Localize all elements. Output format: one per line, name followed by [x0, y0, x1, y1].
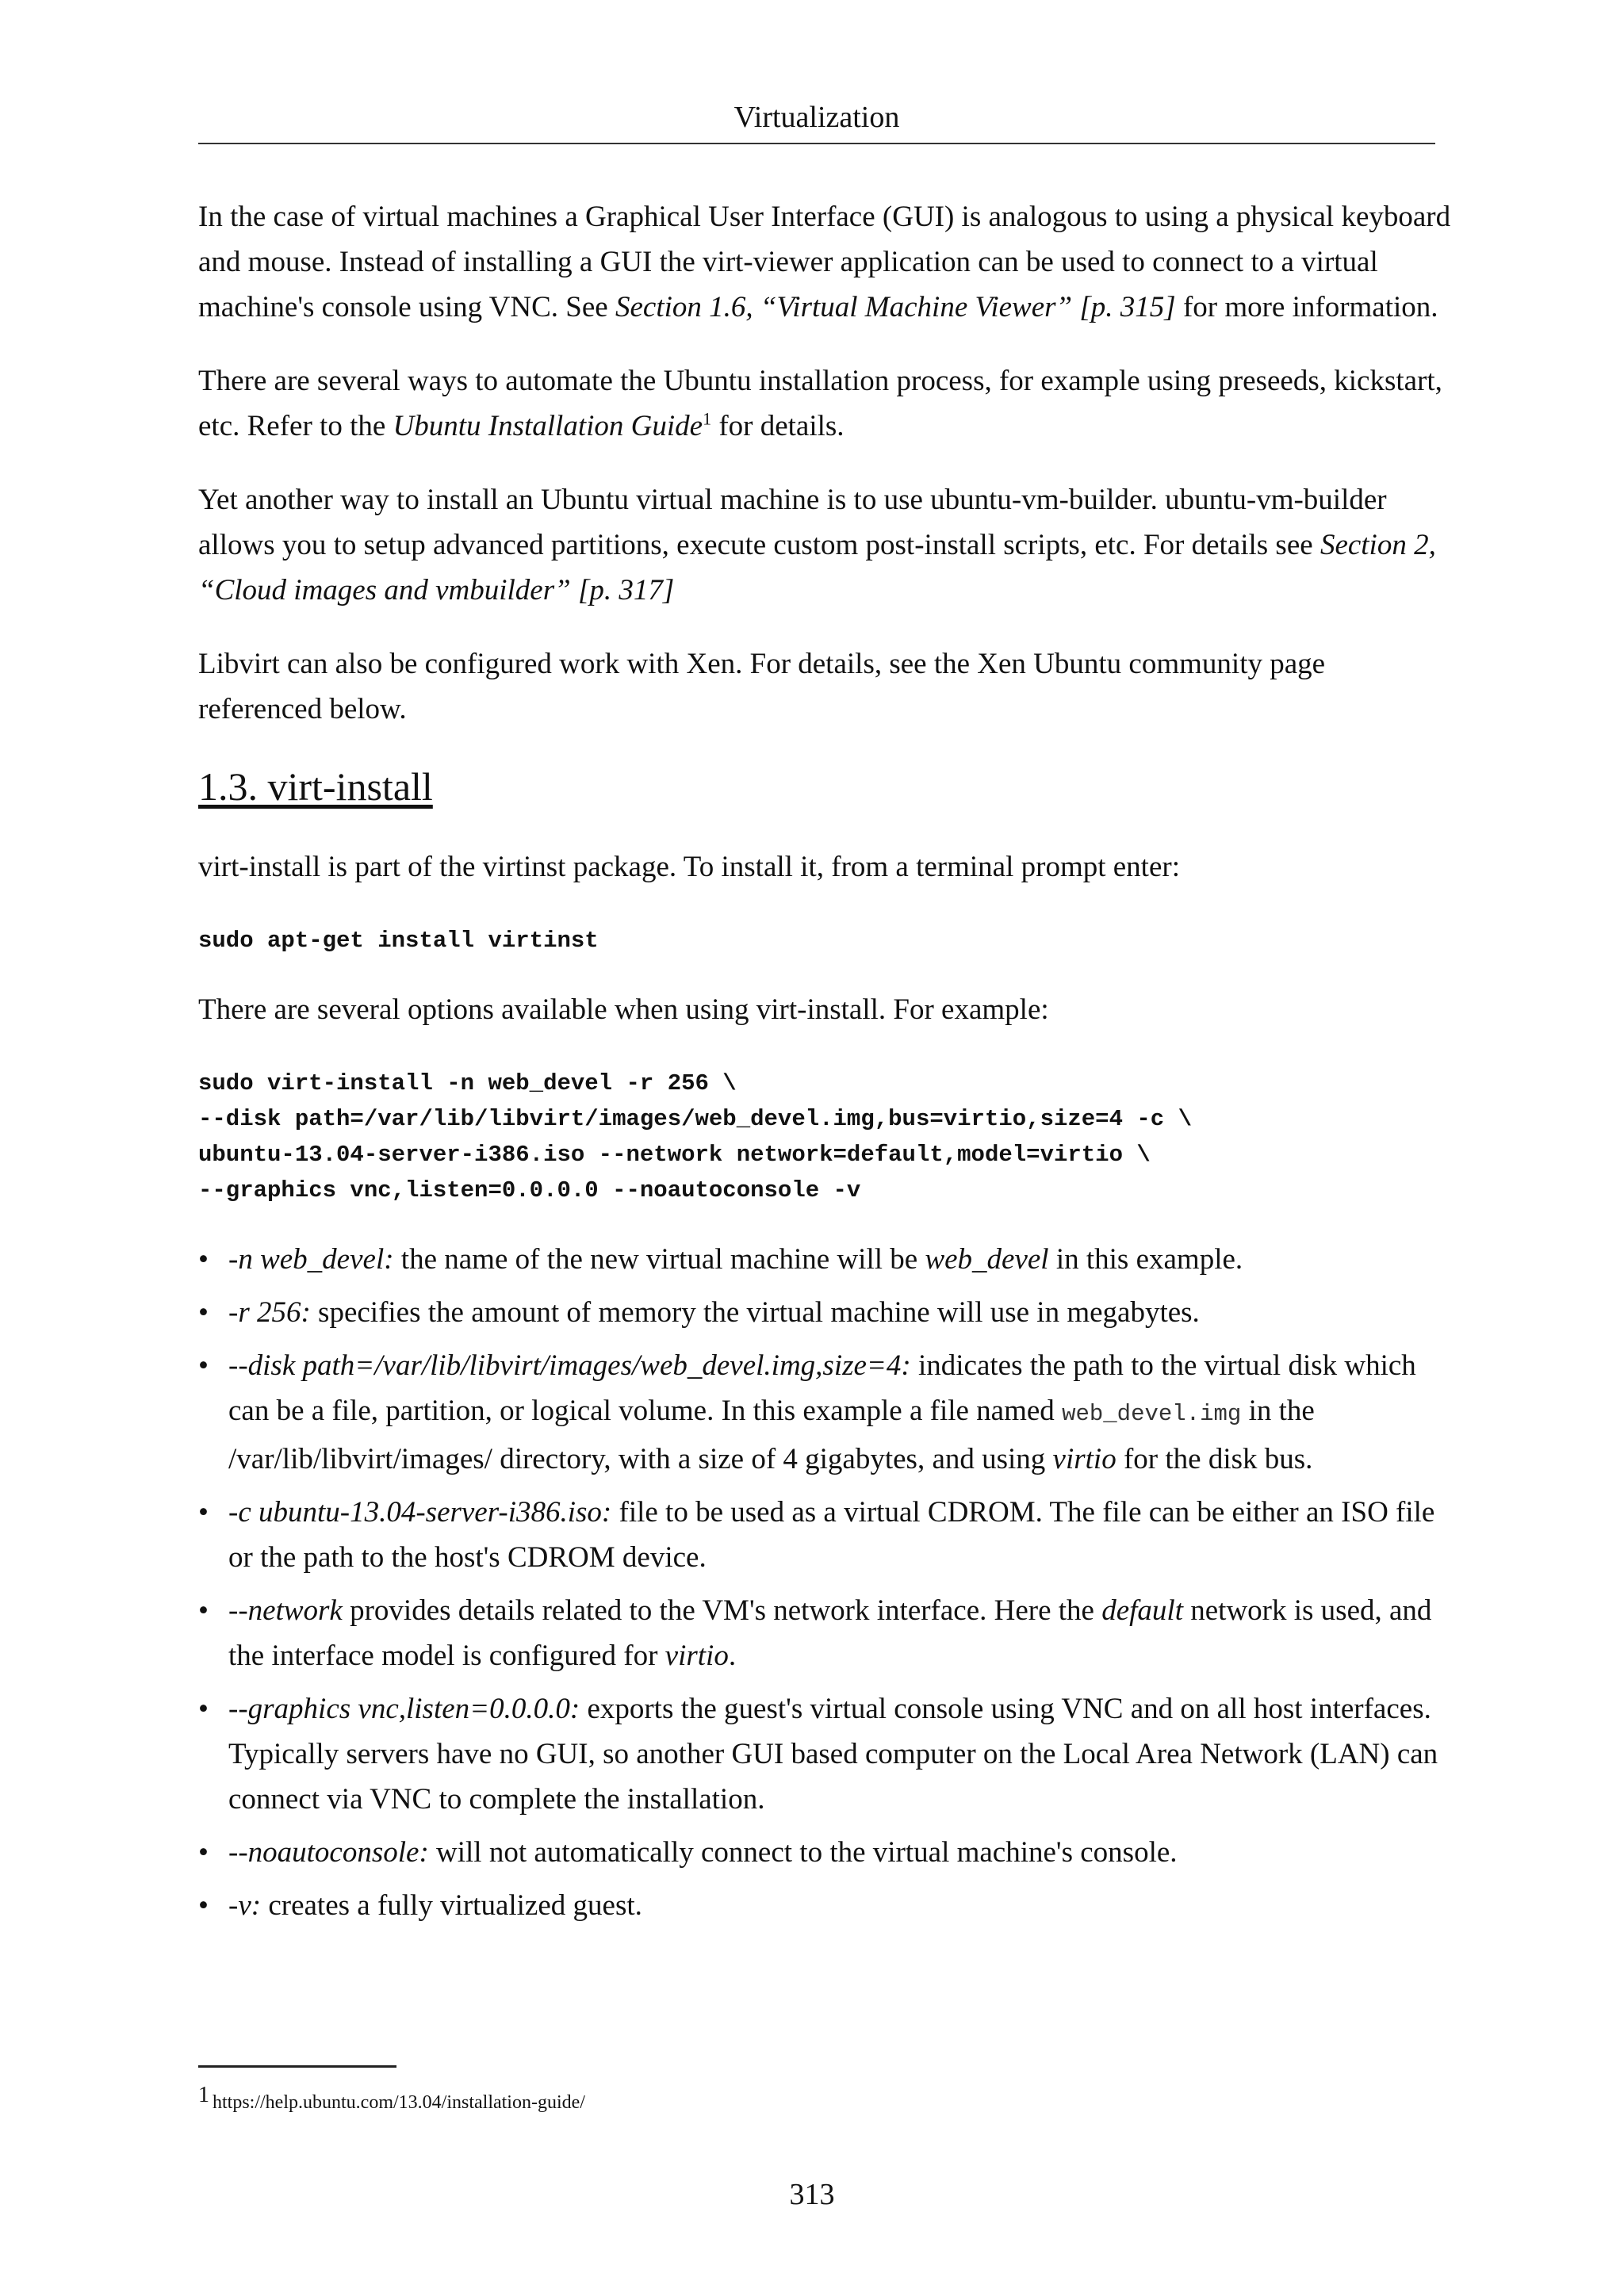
- option-emphasis: web_devel: [925, 1243, 1049, 1276]
- option-text: the name of the new virtual machine will be: [393, 1243, 925, 1276]
- cross-reference-link[interactable]: Section 1.6, “Virtual Machine Viewer” [p. 315]: [615, 291, 1176, 323]
- option-name: --disk path=/var/lib/libvirt/images/web_devel.img,size=4:: [228, 1349, 911, 1382]
- option-name: -r 256:: [228, 1296, 311, 1329]
- paragraph-xen: Libvirt can also be configured work with Xen. For details, see the Xen Ubuntu community page referenced below.: [198, 648, 1326, 725]
- footnote-rule: [198, 2065, 396, 2068]
- list-item: [198, 1490, 1451, 1580]
- bullet-icon: •: [198, 1349, 209, 1382]
- inline-code: web_devel.img: [1062, 1401, 1242, 1427]
- option-text: file to be used as a virtual CDROM. The file can be either an ISO file or the path to the host's CDROM device.: [228, 1496, 1435, 1574]
- bullet-icon: •: [198, 1693, 209, 1725]
- section-intro: virt-install is part of the virtinst package. To install it, from a terminal prompt enter:: [198, 851, 1180, 883]
- option-emphasis: virtio: [665, 1640, 729, 1672]
- option-name: -c ubuntu-13.04-server-i386.iso:: [228, 1496, 612, 1529]
- bullet-icon: •: [198, 1594, 209, 1627]
- option-text: in this example.: [1048, 1243, 1243, 1276]
- list-item: [198, 1686, 1451, 1822]
- bullet-icon: •: [198, 1889, 209, 1922]
- option-text: creates a fully virtualized guest.: [261, 1889, 642, 1922]
- footnote-reference[interactable]: 1: [703, 408, 712, 429]
- option-emphasis: default: [1101, 1594, 1183, 1627]
- option-text: network is used, and the interface model is configured for: [228, 1594, 1432, 1672]
- option-emphasis: virtio: [1052, 1443, 1116, 1475]
- footnote-url[interactable]: https://help.ubuntu.com/13.04/installation-guide/: [213, 2092, 585, 2113]
- options-intro: There are several options available when using virt-install. For example:: [198, 993, 1049, 1026]
- option-text: will not automatically connect to the virtual machine's console.: [428, 1836, 1178, 1869]
- option-text: .: [728, 1640, 737, 1672]
- option-name: --graphics vnc,listen=0.0.0.0:: [228, 1693, 580, 1725]
- paragraph-text: for more information.: [1175, 291, 1438, 323]
- option-name: --noautoconsole:: [228, 1836, 429, 1869]
- page-number: 313: [789, 2178, 835, 2211]
- section-heading: 1.3. virt-install: [198, 764, 433, 809]
- cross-reference-link[interactable]: Section 2, “Cloud images and vmbuilder” [p. 317]: [198, 529, 1436, 607]
- bullet-icon: •: [198, 1296, 209, 1329]
- list-item: [198, 1237, 1451, 1282]
- option-name: -n web_devel:: [228, 1243, 394, 1276]
- running-header: Virtualization: [733, 101, 900, 134]
- bullet-icon: •: [198, 1243, 209, 1276]
- page-content: [198, 194, 1451, 1936]
- paragraph-gui: [198, 194, 1451, 330]
- footnote-mark: 1: [198, 2083, 209, 2107]
- code-block-install: sudo apt-get install virtinst: [198, 928, 599, 954]
- list-item: [198, 1883, 1451, 1928]
- option-name: --network: [228, 1594, 343, 1627]
- bullet-icon: •: [198, 1496, 209, 1529]
- list-item: [198, 1290, 1451, 1335]
- list-item: [198, 1343, 1451, 1482]
- option-text: exports the guest's virtual console using VNC and on all host interfaces. Typically servers have no GUI, so another GUI based computer on the Local Area Network (LAN) can connect via VNC to complete the installation.: [228, 1693, 1438, 1816]
- paragraph-automation: [198, 358, 1451, 449]
- code-block-virt-install: sudo virt-install -n web_devel -r 256 \ --disk path=/var/lib/libvirt/images/web_devel.img,bus=virtio,size=4 -c \ ubuntu-13.04-server-i386.iso --network network=default,model=virtio \ --graphics vnc,listen=0.0.0.0 --noautoconsole -v: [198, 1070, 1193, 1203]
- option-text: indicates the path to the virtual disk which can be a file, partition, or logical volume. In this example a file named: [228, 1349, 1416, 1427]
- paragraph-text: Yet another way to install an Ubuntu virtual machine is to use ubuntu-vm-builder. ubuntu-vm-builder allows you to setup advanced partitions, execute custom post-install scripts, etc. For details see: [198, 484, 1387, 561]
- option-text: provides details related to the VM's network interface. Here the: [342, 1594, 1102, 1627]
- option-text: specifies the amount of memory the virtual machine will use in megabytes.: [310, 1296, 1200, 1329]
- installation-guide-reference[interactable]: Ubuntu Installation Guide: [393, 410, 703, 442]
- option-text: in the /var/lib/libvirt/images/ directory, with a size of 4 gigabytes, and using: [228, 1395, 1315, 1475]
- paragraph-text: In the case of virtual machines a Graphical User Interface (GUI) is analogous to using a physical keyboard and mouse. Instead of installing a GUI the virt-viewer application can be used to connect to a virtual machine's console using VNC. See: [198, 201, 1451, 323]
- list-item: [198, 1830, 1451, 1875]
- footnote: [198, 2081, 585, 2117]
- option-name: -v:: [228, 1889, 262, 1922]
- bullet-icon: •: [198, 1836, 209, 1869]
- options-list: [198, 1237, 1451, 1928]
- list-item: [198, 1588, 1451, 1678]
- option-text: for the disk bus.: [1116, 1443, 1313, 1475]
- paragraph-text: There are several ways to automate the Ubuntu installation process, for example using preseeds, kickstart, etc. Refer to the: [198, 365, 1442, 442]
- paragraph-text: for details.: [711, 410, 845, 442]
- paragraph-vm-builder: [198, 477, 1451, 613]
- header-rule: [198, 143, 1435, 144]
